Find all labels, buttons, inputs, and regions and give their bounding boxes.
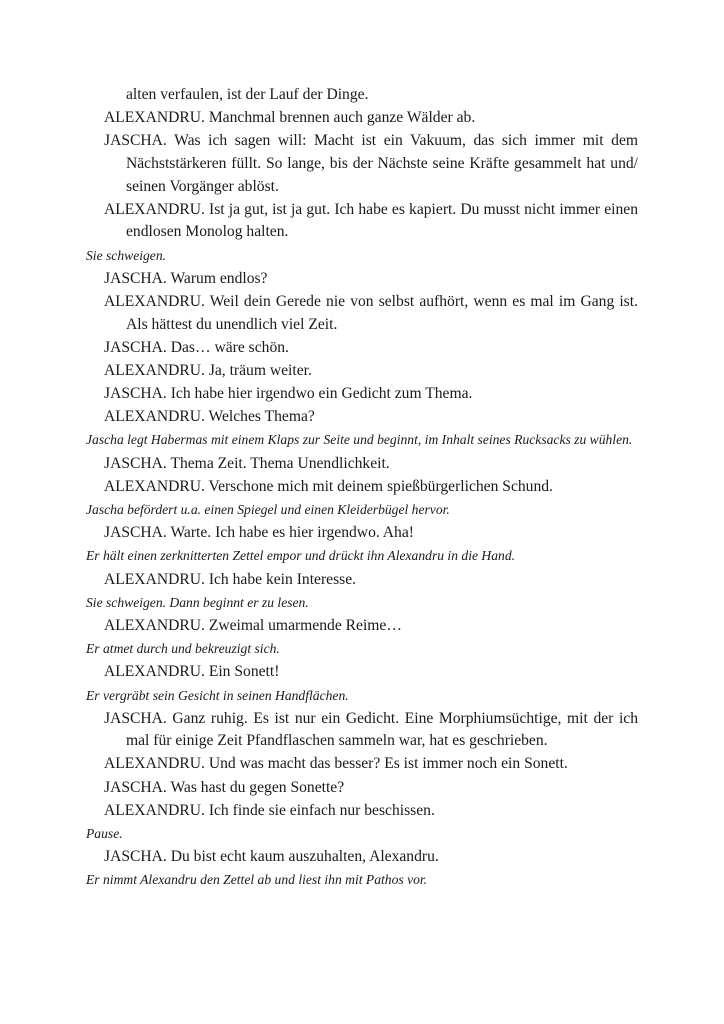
dialogue-line: JASCHA. Was ich sagen will: Macht ist ein Vakuum, das sich immer mit dem Nächststärkeren füllt. So lange, bis der Nächste seine Kräfte gesammelt hat und/ seinen Vorgänger ablöst. <box>104 132 638 195</box>
stage-direction: Er atmet durch und bekreuzigt sich. <box>86 641 280 657</box>
stage-direction: Er nimmt Alexandru den Zettel ab und liest ihn mit Pathos vor. <box>86 872 428 888</box>
dialogue-line: JASCHA. Warum endlos? <box>104 269 268 287</box>
dialogue-line: JASCHA. Ganz ruhig. Es ist nur ein Gedicht. Eine Morphiumsüchtige, mit der ich mal für einige Zeit Pfandflaschen sammeln war, hat es geschrieben. <box>104 709 638 750</box>
dialogue-line: ALEXANDRU. Verschone mich mit deinem spießbürgerlichen Schund. <box>104 477 553 495</box>
dialogue-line: ALEXANDRU. Ich finde sie einfach nur beschissen. <box>104 801 435 819</box>
dialogue-line: ALEXANDRU. Ist ja gut, ist ja gut. Ich habe es kapiert. Du musst nicht immer einen endlosen Monolog halten. <box>104 200 638 241</box>
dialogue-line: alten verfaulen, ist der Lauf der Dinge. <box>126 86 369 103</box>
stage-direction: Sie schweigen. <box>86 247 167 263</box>
stage-direction: Sie schweigen. Dann beginnt er zu lesen. <box>86 594 309 610</box>
dialogue-line: ALEXANDRU. Zweimal umarmende Reime… <box>104 616 402 634</box>
dialogue-line: JASCHA. Thema Zeit. Thema Unendlichkeit. <box>104 454 390 472</box>
dialogue-line: JASCHA. Warte. Ich habe es hier irgendwo. Aha! <box>104 524 414 542</box>
dialogue-line: ALEXANDRU. Ein Sonett! <box>104 663 280 681</box>
dialogue-line: JASCHA. Das… wäre schön. <box>104 338 289 356</box>
stage-direction: Jascha befördert u.a. einen Spiegel und einen Kleiderbügel hervor. <box>86 502 450 517</box>
dialogue-line: ALEXANDRU. Und was macht das besser? Es ist immer noch ein Sonett. <box>104 755 568 773</box>
dialogue-line: ALEXANDRU. Ja, träum weiter. <box>104 361 312 379</box>
stage-direction: Pause. <box>86 826 123 842</box>
dialogue-line: ALEXANDRU. Ich habe kein Interesse. <box>104 570 357 588</box>
dialogue-line: ALEXANDRU. Weil dein Gerede nie von selbst aufhört, wenn es mal im Gang ist. Als hättest du unendlich viel Zeit. <box>104 292 638 333</box>
dialogue-line: ALEXANDRU. Welches Thema? <box>104 408 315 426</box>
dialogue-line: JASCHA. Ich habe hier irgendwo ein Gedicht zum Thema. <box>104 385 473 403</box>
dialogue-line: ALEXANDRU. Manchmal brennen auch ganze Wälder ab. <box>104 109 476 127</box>
dialogue-line: JASCHA. Was hast du gegen Sonette? <box>104 778 345 796</box>
stage-direction: Er vergräbt sein Gesicht in seinen Handflächen. <box>86 687 349 703</box>
stage-direction: Er hält einen zerknitterten Zettel empor und drückt ihn Alexandru in die Hand. <box>86 548 516 564</box>
stage-direction: Jascha legt Habermas mit einem Klaps zur Seite und beginnt, im Inhalt seines Rucksacks zu wühlen. <box>86 432 633 448</box>
dialogue-line: JASCHA. Du bist echt kaum auszuhalten, Alexandru. <box>104 848 439 866</box>
